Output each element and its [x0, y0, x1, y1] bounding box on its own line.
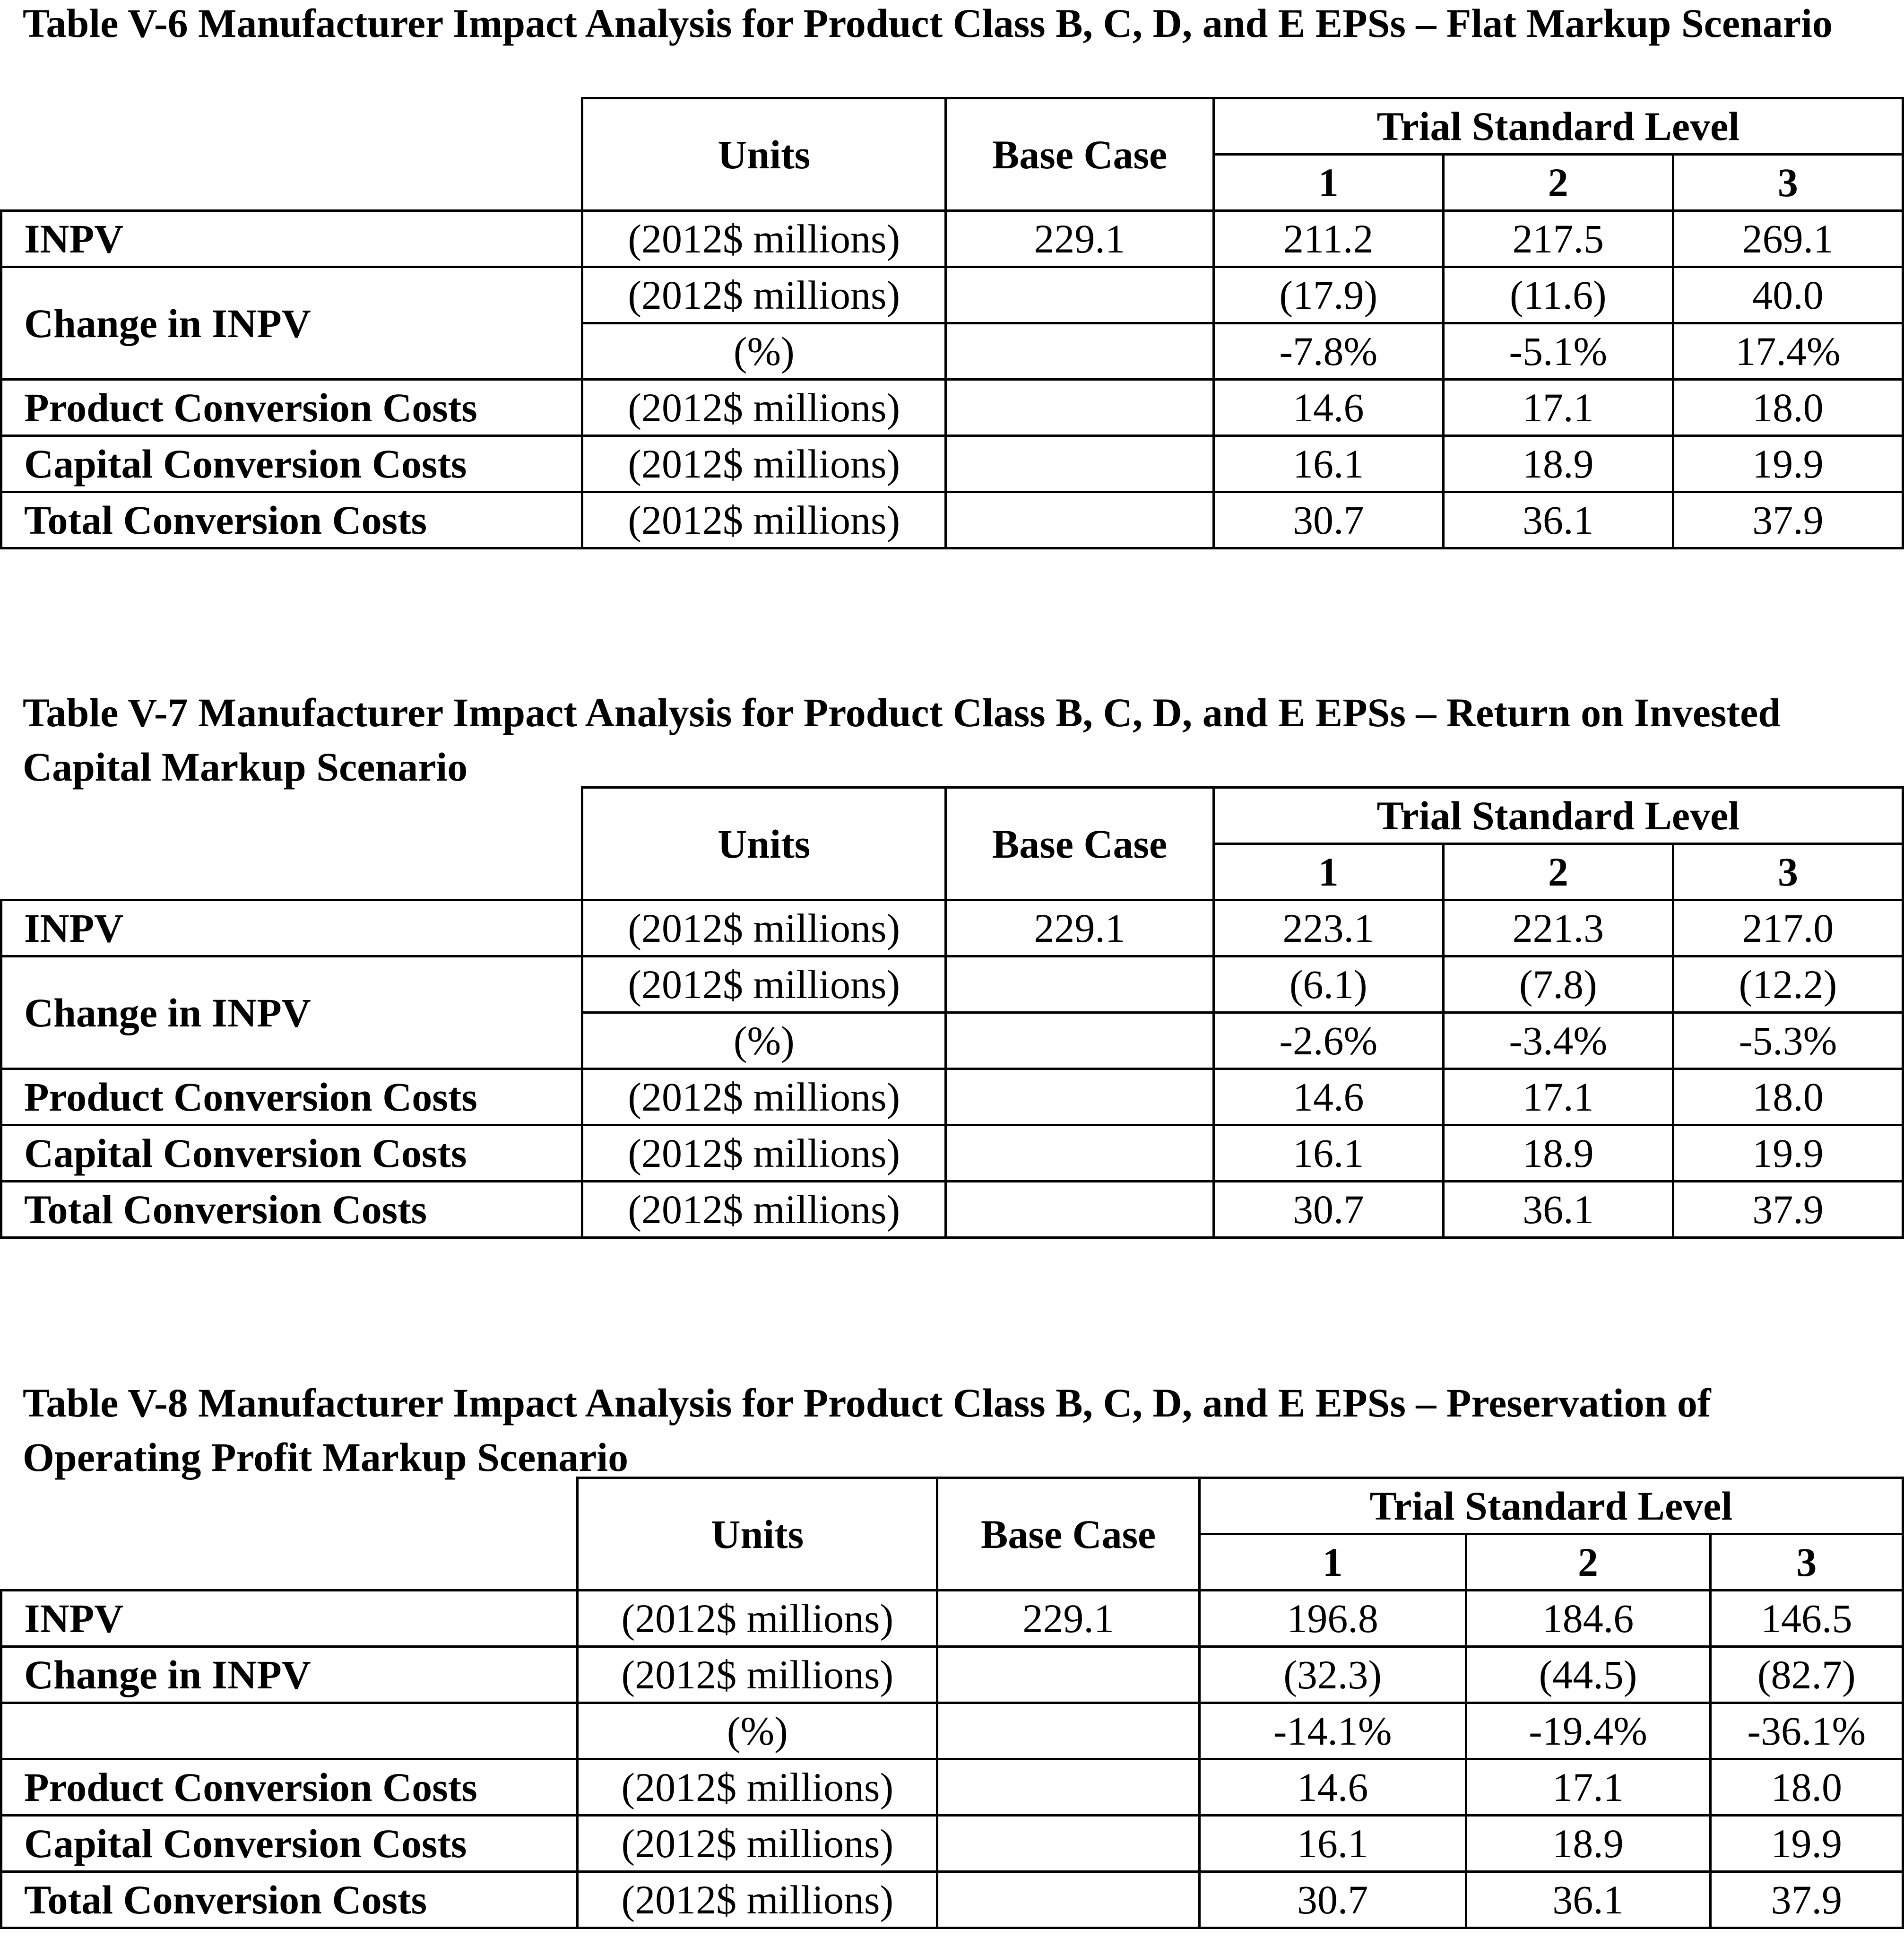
table-caption: Table V-7 Manufacturer Impact Analysis for Product Class B, C, D, and E EPSs – Return on Invested Capital Markup Scenario — [23, 690, 1781, 790]
table-row — [1, 436, 1903, 492]
value-cell: 16.1 — [1213, 1125, 1443, 1182]
value-cell: 14.6 — [1213, 380, 1443, 436]
value-cell: 30.7 — [1213, 1182, 1443, 1238]
base-case-cell — [937, 1647, 1199, 1703]
base-case-cell — [937, 1816, 1199, 1872]
table-row — [1, 1703, 1903, 1759]
value-cell: 211.2 — [1213, 211, 1443, 267]
value-cell: 30.7 — [1199, 1872, 1466, 1928]
tsl-header: Trial Standard Level — [1199, 1478, 1903, 1534]
tsl-header: Trial Standard Level — [1213, 788, 1903, 844]
table-caption: Table V-6 Manufacturer Impact Analysis for Product Class B, C, D, and E EPSs – Flat Markup Scenario — [23, 0, 1833, 46]
value-cell: 17.1 — [1466, 1759, 1710, 1816]
base-case-cell — [946, 1182, 1213, 1238]
units-cell: (2012$ millions) — [578, 1759, 937, 1816]
table-row — [1, 1182, 1903, 1238]
base-case-header: Base Case — [937, 1478, 1199, 1591]
value-cell: 223.1 — [1213, 900, 1443, 956]
table-row — [1, 1125, 1903, 1182]
row-label: Product Conversion Costs — [1, 1069, 582, 1125]
value-cell: 36.1 — [1443, 492, 1673, 548]
table-row — [1, 1872, 1903, 1928]
tsl-level-header: 1 — [1199, 1534, 1466, 1591]
row-label: Total Conversion Costs — [1, 1872, 578, 1928]
base-case-cell — [946, 267, 1213, 323]
tsl-level-header: 2 — [1466, 1534, 1710, 1591]
impact-table — [0, 97, 1904, 549]
table-row — [1, 1069, 1903, 1125]
units-cell: (2012$ millions) — [582, 436, 946, 492]
value-cell: -3.4% — [1443, 1013, 1673, 1069]
row-label: INPV — [1, 900, 582, 956]
table-row — [1, 956, 1903, 1013]
impact-table — [0, 786, 1904, 1239]
row-label: Product Conversion Costs — [1, 380, 582, 436]
value-cell: -5.1% — [1443, 323, 1673, 380]
value-cell: 14.6 — [1213, 1069, 1443, 1125]
value-cell: 269.1 — [1673, 211, 1903, 267]
value-cell: -36.1% — [1710, 1703, 1903, 1759]
value-cell: (44.5) — [1466, 1647, 1710, 1703]
value-cell: 40.0 — [1673, 267, 1903, 323]
value-cell: 18.0 — [1673, 1069, 1903, 1125]
table-row — [1, 211, 1903, 267]
tsl-level-header: 1 — [1213, 155, 1443, 211]
value-cell: -7.8% — [1213, 323, 1443, 380]
value-cell: 184.6 — [1466, 1591, 1710, 1647]
value-cell: 16.1 — [1199, 1816, 1466, 1872]
value-cell: (17.9) — [1213, 267, 1443, 323]
units-cell: (%) — [582, 323, 946, 380]
row-label: Change in INPV — [1, 1647, 578, 1703]
table-row — [1, 380, 1903, 436]
value-cell: (7.8) — [1443, 956, 1673, 1013]
table-row — [1, 1647, 1903, 1703]
base-case-cell — [946, 1125, 1213, 1182]
units-cell: (2012$ millions) — [582, 380, 946, 436]
value-cell: (6.1) — [1213, 956, 1443, 1013]
value-cell: -14.1% — [1199, 1703, 1466, 1759]
units-cell: (2012$ millions) — [582, 211, 946, 267]
base-case-header: Base Case — [946, 98, 1213, 211]
base-case-cell — [946, 1013, 1213, 1069]
base-case-cell — [937, 1759, 1199, 1816]
value-cell: -5.3% — [1673, 1013, 1903, 1069]
corner-cell — [1, 98, 582, 211]
value-cell: 16.1 — [1213, 436, 1443, 492]
base-case-cell: 229.1 — [946, 900, 1213, 956]
value-cell: (12.2) — [1673, 956, 1903, 1013]
value-cell: (11.6) — [1443, 267, 1673, 323]
units-cell: (2012$ millions) — [582, 267, 946, 323]
row-label: Product Conversion Costs — [1, 1759, 578, 1816]
value-cell: 18.0 — [1710, 1759, 1903, 1816]
value-cell: 36.1 — [1443, 1182, 1673, 1238]
row-label: Capital Conversion Costs — [1, 1125, 582, 1182]
row-label: Capital Conversion Costs — [1, 1816, 578, 1872]
units-header: Units — [578, 1478, 937, 1591]
value-cell: (82.7) — [1710, 1647, 1903, 1703]
base-case-cell — [937, 1703, 1199, 1759]
table-row — [1, 1816, 1903, 1872]
value-cell: 17.4% — [1673, 323, 1903, 380]
tsl-level-header: 1 — [1213, 844, 1443, 900]
value-cell: -2.6% — [1213, 1013, 1443, 1069]
value-cell: 18.9 — [1443, 436, 1673, 492]
units-cell: (2012$ millions) — [578, 1816, 937, 1872]
tsl-header: Trial Standard Level — [1213, 98, 1903, 155]
tsl-level-header: 2 — [1443, 155, 1673, 211]
value-cell: 36.1 — [1466, 1872, 1710, 1928]
value-cell: 19.9 — [1710, 1816, 1903, 1872]
base-case-cell: 229.1 — [946, 211, 1213, 267]
corner-cell — [1, 1478, 578, 1591]
value-cell: 146.5 — [1710, 1591, 1903, 1647]
value-cell: 37.9 — [1673, 1182, 1903, 1238]
value-cell: 17.1 — [1443, 1069, 1673, 1125]
value-cell: -19.4% — [1466, 1703, 1710, 1759]
base-case-cell — [946, 1069, 1213, 1125]
value-cell: (32.3) — [1199, 1647, 1466, 1703]
table-row — [1, 900, 1903, 956]
value-cell: 37.9 — [1673, 492, 1903, 548]
units-header: Units — [582, 98, 946, 211]
base-case-cell — [946, 380, 1213, 436]
value-cell: 18.9 — [1466, 1816, 1710, 1872]
value-cell: 14.6 — [1199, 1759, 1466, 1816]
base-case-cell — [946, 436, 1213, 492]
tsl-level-header: 3 — [1673, 155, 1903, 211]
units-cell: (2012$ millions) — [582, 1125, 946, 1182]
table-caption: Table V-8 Manufacturer Impact Analysis for Product Class B, C, D, and E EPSs – Preservation of Operating Profit Markup Scenario — [23, 1380, 1711, 1480]
value-cell: 19.9 — [1673, 436, 1903, 492]
value-cell: 18.9 — [1443, 1125, 1673, 1182]
tsl-level-header: 3 — [1673, 844, 1903, 900]
value-cell: 196.8 — [1199, 1591, 1466, 1647]
value-cell: 217.0 — [1673, 900, 1903, 956]
corner-cell — [1, 788, 582, 900]
base-case-cell — [946, 956, 1213, 1013]
units-cell: (2012$ millions) — [582, 1182, 946, 1238]
units-cell: (2012$ millions) — [578, 1591, 937, 1647]
value-cell: 30.7 — [1213, 492, 1443, 548]
row-label: Change in INPV — [1, 267, 582, 380]
units-cell: (2012$ millions) — [582, 492, 946, 548]
value-cell: 221.3 — [1443, 900, 1673, 956]
row-label: Total Conversion Costs — [1, 492, 582, 548]
units-cell: (2012$ millions) — [582, 900, 946, 956]
table-row — [1, 1759, 1903, 1816]
units-cell: (2012$ millions) — [578, 1647, 937, 1703]
value-cell: 217.5 — [1443, 211, 1673, 267]
base-case-header: Base Case — [946, 788, 1213, 900]
value-cell: 17.1 — [1443, 380, 1673, 436]
base-case-cell — [937, 1872, 1199, 1928]
units-cell: (2012$ millions) — [578, 1872, 937, 1928]
base-case-cell: 229.1 — [937, 1591, 1199, 1647]
base-case-cell — [946, 323, 1213, 380]
units-header: Units — [582, 788, 946, 900]
row-label: Change in INPV — [1, 956, 582, 1069]
table-row — [1, 1591, 1903, 1647]
table-row — [1, 492, 1903, 548]
value-cell: 18.0 — [1673, 380, 1903, 436]
tsl-level-header: 3 — [1710, 1534, 1903, 1591]
value-cell: 19.9 — [1673, 1125, 1903, 1182]
value-cell: 37.9 — [1710, 1872, 1903, 1928]
row-label — [1, 1703, 578, 1759]
row-label: INPV — [1, 1591, 578, 1647]
impact-table — [0, 1477, 1904, 1929]
units-cell: (%) — [578, 1703, 937, 1759]
table-row — [1, 267, 1903, 323]
units-cell: (2012$ millions) — [582, 1069, 946, 1125]
units-cell: (%) — [582, 1013, 946, 1069]
row-label: Total Conversion Costs — [1, 1182, 582, 1238]
base-case-cell — [946, 492, 1213, 548]
units-cell: (2012$ millions) — [582, 956, 946, 1013]
row-label: INPV — [1, 211, 582, 267]
row-label: Capital Conversion Costs — [1, 436, 582, 492]
tsl-level-header: 2 — [1443, 844, 1673, 900]
